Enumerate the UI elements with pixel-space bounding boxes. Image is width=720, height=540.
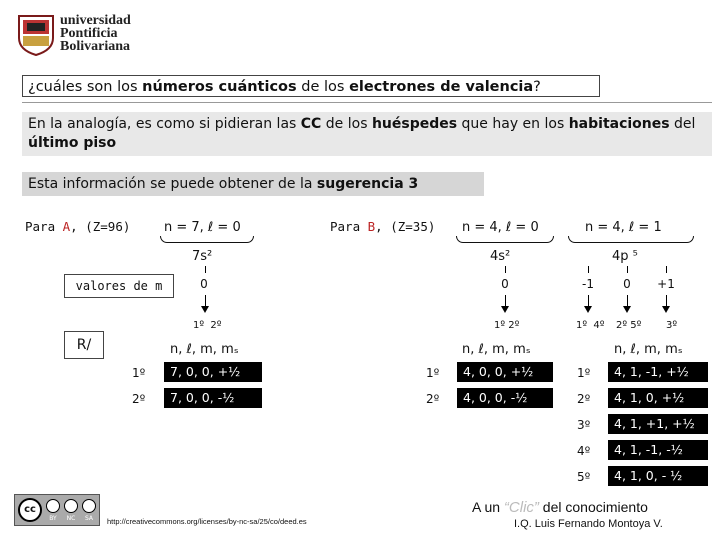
info-box bbox=[22, 172, 484, 196]
answer-label bbox=[64, 331, 104, 359]
order-p2: 2º 5º bbox=[616, 320, 642, 331]
part-b-label bbox=[330, 219, 435, 234]
analogy-text-4: del bbox=[669, 116, 696, 132]
cc-nc-icon bbox=[64, 499, 78, 513]
part-b-nl-p: n = 4, ℓ = 1 bbox=[585, 220, 662, 235]
analogy-bold-2: huéspedes bbox=[371, 116, 458, 132]
bracket-b-p bbox=[568, 236, 694, 243]
arrow-head-p1 bbox=[584, 306, 592, 313]
slogan-post: del conocimiento bbox=[538, 499, 648, 515]
qn-header-b-s: n, ℓ, m, mₛ bbox=[462, 342, 531, 357]
arrow-head-p2 bbox=[623, 306, 631, 313]
row-bp1-value: 4, 1, -1, +½ bbox=[608, 362, 708, 382]
row-bp1-order: 1º bbox=[577, 366, 591, 380]
row-bp3-value: 4, 1, +1, +½ bbox=[608, 414, 708, 434]
logo-line-3: Bolivariana bbox=[60, 39, 131, 54]
cc-by-icon bbox=[46, 499, 60, 513]
cc-license-badge[interactable] bbox=[14, 494, 100, 526]
part-b-element: B bbox=[367, 219, 376, 234]
part-a-label-pre: Para bbox=[25, 219, 63, 234]
divider-line bbox=[22, 102, 712, 103]
order-b-s: 1º 2º bbox=[494, 320, 520, 331]
m-values-text: valores de m bbox=[75, 279, 163, 293]
row-bp4-order: 4º bbox=[577, 444, 591, 458]
m-value-p3: +1 bbox=[651, 273, 681, 295]
shield-icon bbox=[18, 14, 54, 56]
arrow-head-p3 bbox=[662, 306, 670, 313]
qn-header-b-p: n, ℓ, m, mₛ bbox=[614, 342, 683, 357]
row-bs1-value: 4, 0, 0, +½ bbox=[457, 362, 553, 382]
row-bp4-value: 4, 1, -1, -½ bbox=[608, 440, 708, 460]
row-a2-value: 7, 0, 0, -½ bbox=[164, 388, 262, 408]
cc-license-link[interactable]: http://creativecommons.org/licenses/by-nc-sa/25/co/deed.es bbox=[107, 517, 307, 526]
row-bp5-value: 4, 1, 0, - ½ bbox=[608, 466, 708, 486]
m-value-p2: 0 bbox=[614, 273, 640, 295]
orbital-4p: 4p ⁵ bbox=[612, 249, 638, 264]
analogy-bold-4: último piso bbox=[28, 135, 117, 151]
row-bs2-value: 4, 0, 0, -½ bbox=[457, 388, 553, 408]
analogy-bold-3: habitaciones bbox=[568, 116, 670, 132]
answer-label-text: R/ bbox=[76, 337, 92, 353]
cc-sa-icon bbox=[82, 499, 96, 513]
logo-line-2: Pontificia bbox=[60, 26, 118, 41]
arrow-head-a bbox=[201, 306, 209, 313]
m-value-a: 0 bbox=[192, 273, 216, 295]
orbital-7s: 7s² bbox=[192, 249, 213, 264]
logo-line-1: universidad bbox=[60, 13, 131, 28]
m-value-p1: -1 bbox=[575, 273, 601, 295]
row-bp5-order: 5º bbox=[577, 470, 591, 484]
part-b-nl-s: n = 4, ℓ = 0 bbox=[462, 220, 539, 235]
university-logo bbox=[18, 14, 148, 56]
question-mid: de los bbox=[296, 79, 350, 95]
qn-header-a: n, ℓ, m, mₛ bbox=[170, 342, 239, 357]
part-b-label-post: , (Z=35) bbox=[375, 219, 436, 234]
cc-sa-text: SA bbox=[84, 515, 94, 522]
info-text: Esta información se puede obtener de la bbox=[28, 176, 317, 192]
analogy-box bbox=[22, 112, 712, 156]
slogan bbox=[472, 499, 648, 516]
analogy-text-2: de los bbox=[321, 116, 372, 132]
cc-logo-icon: cc bbox=[18, 498, 42, 522]
orbital-4s: 4s² bbox=[490, 249, 511, 264]
m-values-label bbox=[64, 274, 174, 298]
m-value-b-s: 0 bbox=[493, 273, 517, 295]
info-bold: sugerencia 3 bbox=[316, 176, 419, 192]
question-prefix: ¿cuáles son los bbox=[28, 79, 143, 95]
part-a-element: A bbox=[62, 219, 71, 234]
slogan-clic: “Clic” bbox=[503, 499, 539, 516]
row-bp3-order: 3º bbox=[577, 418, 591, 432]
arrow-head-b-s bbox=[501, 306, 509, 313]
author: I.Q. Luis Fernando Montoya V. bbox=[514, 518, 663, 530]
slogan-pre: A un bbox=[472, 499, 504, 515]
analogy-text-3: que hay en los bbox=[457, 116, 569, 132]
analogy-text-1: En la analogía, es como si pidieran las bbox=[28, 116, 301, 132]
question-box bbox=[22, 75, 600, 97]
analogy-bold-1: CC bbox=[300, 116, 322, 132]
part-b-label-pre: Para bbox=[330, 219, 368, 234]
row-a1-order: 1º bbox=[132, 366, 146, 380]
row-bp2-value: 4, 1, 0, +½ bbox=[608, 388, 708, 408]
cc-by-text: BY bbox=[49, 515, 57, 522]
part-a-label bbox=[25, 219, 130, 234]
part-a-nl: n = 7, ℓ = 0 bbox=[164, 220, 241, 235]
bracket-b-s bbox=[456, 236, 554, 243]
row-bs1-order: 1º bbox=[426, 366, 440, 380]
question-suffix: ? bbox=[533, 79, 541, 95]
order-p1: 1º 4º bbox=[576, 320, 605, 331]
row-bs2-order: 2º bbox=[426, 392, 440, 406]
row-bp2-order: 2º bbox=[577, 392, 591, 406]
row-a2-order: 2º bbox=[132, 392, 146, 406]
order-a: 1º 2º bbox=[193, 320, 222, 331]
part-a-label-post: , (Z=96) bbox=[70, 219, 131, 234]
row-a1-value: 7, 0, 0, +½ bbox=[164, 362, 262, 382]
question-bold-1: números cuánticos bbox=[142, 79, 297, 95]
order-p3: 3º bbox=[666, 320, 678, 331]
bracket-a bbox=[160, 236, 254, 243]
question-bold-2: electrones de valencia bbox=[349, 79, 534, 95]
cc-nc-text: NC bbox=[66, 515, 76, 522]
